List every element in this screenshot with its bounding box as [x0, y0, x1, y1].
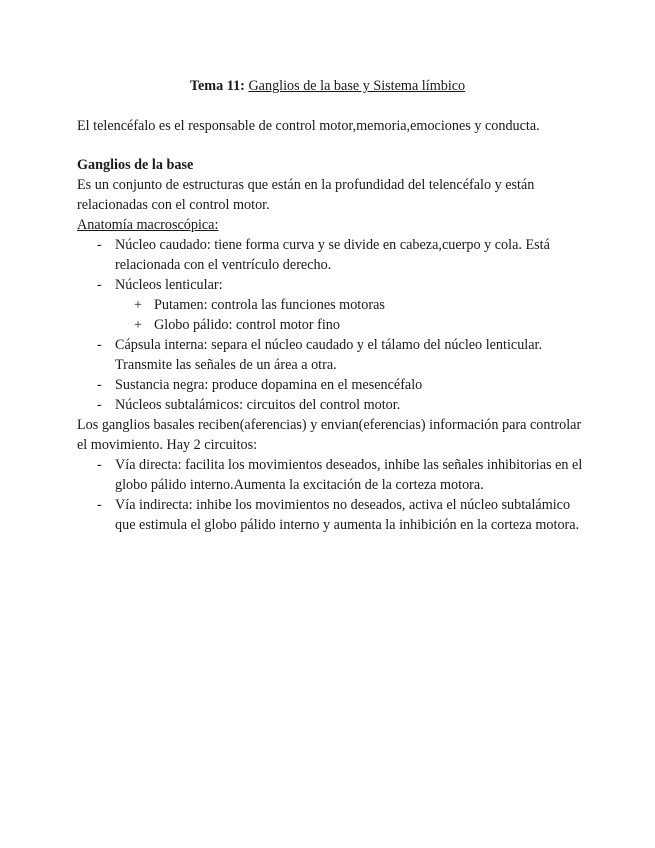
intro-paragraph: El telencéfalo es el responsable de control motor,memoria,emociones y conducta. [77, 118, 540, 134]
document-body [77, 116, 587, 535]
list-item-text: Núcleo caudado: tiene forma curva y se divide en cabeza,cuerpo y cola. Está relacionada con el ventrículo derecho. [115, 237, 550, 273]
sublist-item [77, 315, 587, 335]
dash-bullet: - [97, 377, 102, 393]
list-item-text: Vía indirecta: inhibe los movimientos no deseados, activa el núcleo subtalámico que estimula el globo pálido interno y aumenta la inhibición en la corteza motora. [115, 497, 580, 533]
dash-bullet: - [97, 397, 102, 413]
sublist-item-text: Globo pálido: control motor fino [154, 317, 340, 333]
anatomy-list [77, 235, 587, 295]
anatomy-list-continued [77, 335, 587, 415]
section-subheading: Anatomía macroscópica: [77, 217, 219, 233]
list-item [77, 495, 587, 535]
dash-bullet: - [97, 277, 102, 293]
dash-bullet: - [97, 457, 102, 473]
dash-bullet: - [97, 237, 102, 253]
list-item [77, 375, 587, 395]
list-item-text: Vía directa: facilita los movimientos deseados, inhibe las señales inhibitorias en el globo pálido interno.Aumenta la excitación de la corteza motora. [115, 457, 583, 493]
plus-bullet: + [134, 317, 143, 333]
title-topic: Ganglios de la base y Sistema límbico [248, 78, 466, 94]
sublist-item [77, 295, 587, 315]
sublist-item-text: Putamen: controla las funciones motoras [154, 297, 385, 313]
document-title [0, 76, 655, 96]
section-heading: Ganglios de la base [77, 157, 194, 173]
plus-bullet: + [134, 297, 143, 313]
lenticular-sublist [77, 295, 587, 335]
section-paragraph: Es un conjunto de estructuras que están en la profundidad del telencéfalo y están relacionadas con el control motor. [77, 177, 535, 213]
circuits-list [77, 455, 587, 535]
list-item [77, 275, 587, 295]
list-item-text: Sustancia negra: produce dopamina en el mesencéfalo [115, 377, 423, 393]
dash-bullet: - [97, 497, 102, 513]
circuits-paragraph: Los ganglios basales reciben(aferencias) y envian(eferencias) información para controlar el movimiento. Hay 2 circuitos: [77, 417, 582, 453]
title-label: Tema 11: [189, 78, 245, 94]
list-item-text: Núcleos lenticular: [115, 277, 223, 293]
list-item [77, 455, 587, 495]
list-item [77, 335, 587, 375]
list-item [77, 235, 587, 275]
list-item-text: Núcleos subtalámicos: circuitos del control motor. [115, 397, 401, 413]
list-item [77, 395, 587, 415]
dash-bullet: - [97, 337, 102, 353]
list-item-text: Cápsula interna: separa el núcleo caudado y el tálamo del núcleo lenticular. Transmite las señales de un área a otra. [115, 337, 543, 373]
